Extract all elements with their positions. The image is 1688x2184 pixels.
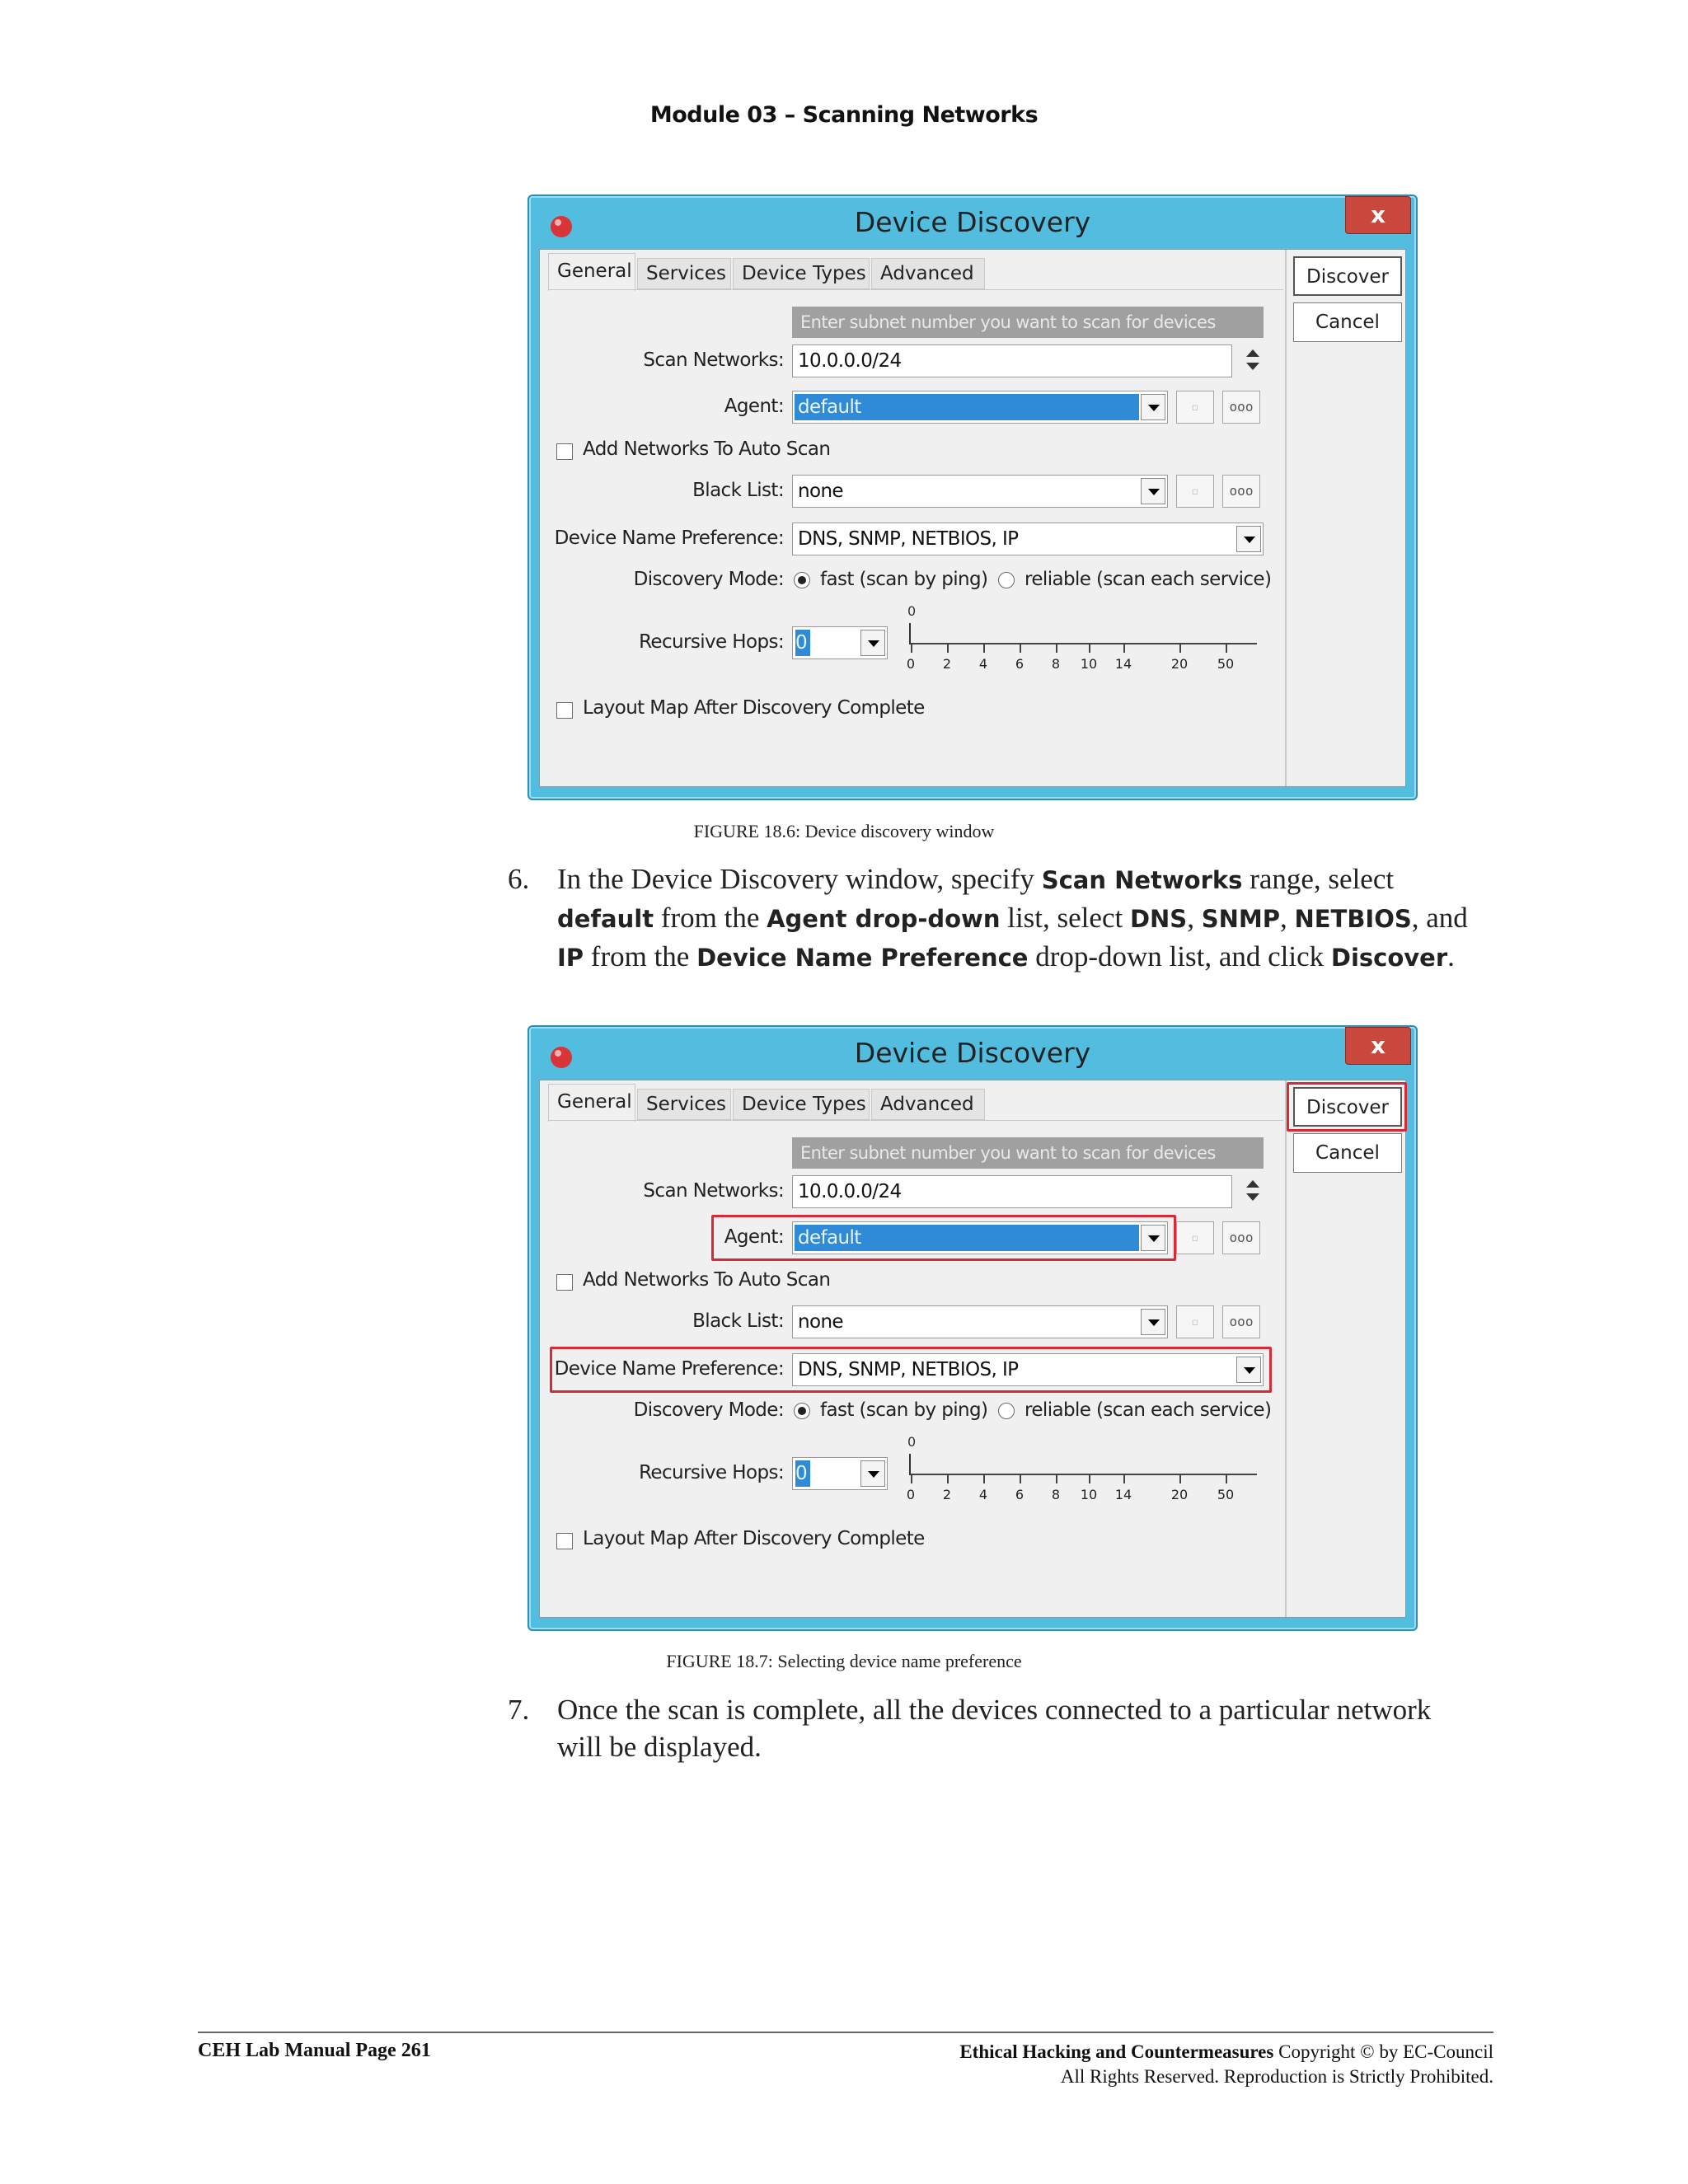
slider-tick bbox=[911, 1474, 912, 1483]
module-title: Module 03 – Scanning Networks bbox=[649, 102, 1039, 128]
slider-thumb[interactable] bbox=[909, 1454, 922, 1475]
close-button[interactable]: x bbox=[1345, 196, 1411, 234]
agent-browse-button[interactable]: ooo bbox=[1222, 1221, 1260, 1254]
agent-highlight-box bbox=[711, 1215, 1176, 1261]
dialog-body bbox=[539, 249, 1406, 787]
device-discovery-window bbox=[528, 1025, 1418, 1631]
device-name-preference-highlight-box bbox=[550, 1347, 1272, 1393]
agent-dropdown[interactable] bbox=[792, 391, 1168, 424]
black-list-dropdown[interactable] bbox=[792, 1305, 1168, 1338]
slider-current-value: 0 bbox=[907, 603, 917, 619]
slider-tick bbox=[1226, 1474, 1227, 1483]
slider-tick-label: 14 bbox=[1114, 1487, 1132, 1502]
figure-caption: FIGURE 18.7: Selecting device name preference bbox=[666, 1651, 1022, 1671]
scan-networks-input[interactable]: 10.0.0.0/24 bbox=[792, 1175, 1232, 1208]
scan-networks-label: Scan Networks: bbox=[643, 349, 784, 371]
slider-tick-label: 10 bbox=[1080, 656, 1098, 672]
chevron-down-icon[interactable] bbox=[1236, 526, 1261, 552]
discover-button[interactable]: Discover bbox=[1293, 256, 1402, 296]
slider-tick-label: 20 bbox=[1170, 1487, 1189, 1502]
tab-general[interactable]: General bbox=[548, 253, 635, 291]
agent-selected-value: default bbox=[795, 1225, 1139, 1251]
step-text: Once the scan is complete, all the devices connected to a particular network will be displayed. bbox=[557, 1694, 1432, 1763]
black-list-browse-button[interactable]: ooo bbox=[1222, 1305, 1260, 1338]
discover-button[interactable]: Discover bbox=[1293, 1087, 1402, 1127]
tab-device-types[interactable]: Device Types bbox=[733, 258, 870, 289]
slider-tick bbox=[1056, 643, 1057, 653]
device-name-preference-dropdown[interactable] bbox=[792, 523, 1264, 555]
black-list-value: none bbox=[798, 1311, 843, 1333]
recursive-hops-dropdown[interactable] bbox=[792, 626, 888, 659]
black-list-edit-button[interactable]: ▫ bbox=[1176, 475, 1214, 508]
fast-radio[interactable] bbox=[794, 572, 810, 588]
agent-selected-value: default bbox=[795, 394, 1139, 420]
chevron-down-icon[interactable] bbox=[1141, 478, 1165, 504]
title-bar bbox=[529, 196, 1416, 249]
agent-label: Agent: bbox=[724, 396, 784, 417]
slider-tick-label: 8 bbox=[1051, 1487, 1061, 1502]
slider-tick-label: 50 bbox=[1217, 656, 1235, 672]
slider-tick-label: 50 bbox=[1217, 1487, 1235, 1502]
recursive-hops-value: 0 bbox=[795, 1460, 810, 1487]
device-discovery-window bbox=[528, 194, 1418, 800]
slider-track bbox=[911, 1474, 1257, 1475]
cancel-button[interactable]: Cancel bbox=[1293, 302, 1402, 342]
scan-networks-spinner-icon[interactable] bbox=[1242, 1175, 1264, 1208]
slider-tick bbox=[947, 643, 949, 653]
device-name-preference-label: Device Name Preference: bbox=[554, 527, 784, 549]
footer-course-name: Ethical Hacking and Countermeasures bbox=[959, 2041, 1274, 2062]
window-title: Device Discovery bbox=[854, 1037, 1091, 1069]
tab-advanced[interactable]: Advanced bbox=[871, 1089, 985, 1120]
cancel-button[interactable]: Cancel bbox=[1293, 1133, 1402, 1173]
reliable-radio[interactable] bbox=[998, 1403, 1015, 1419]
agent-label: Agent: bbox=[724, 1226, 784, 1248]
black-list-label: Black List: bbox=[692, 480, 784, 501]
add-networks-label: Add Networks To Auto Scan bbox=[583, 1269, 831, 1291]
agent-edit-button[interactable]: ▫ bbox=[1176, 1221, 1214, 1254]
discover-highlight-box bbox=[1287, 1082, 1407, 1132]
slider-tick-label: 6 bbox=[1015, 1487, 1025, 1502]
scan-networks-input[interactable]: 10.0.0.0/24 bbox=[792, 344, 1232, 377]
device-name-preference-value: DNS, SNMP, NETBIOS, IP bbox=[798, 1359, 1019, 1380]
slider-tick bbox=[947, 1474, 949, 1483]
slider-current-value: 0 bbox=[907, 1434, 917, 1450]
slider-tick-label: 0 bbox=[906, 656, 916, 672]
slider-tick-label: 8 bbox=[1051, 656, 1061, 672]
scan-networks-spinner-icon[interactable] bbox=[1242, 344, 1264, 377]
slider-tick bbox=[1020, 1474, 1021, 1483]
fast-label: fast (scan by ping) bbox=[820, 1399, 988, 1421]
side-separator bbox=[1285, 250, 1287, 786]
layout-map-checkbox[interactable] bbox=[556, 702, 573, 719]
recursive-hops-value: 0 bbox=[795, 630, 810, 656]
black-list-browse-button[interactable]: ooo bbox=[1222, 475, 1260, 508]
slider-tick bbox=[1089, 643, 1090, 653]
recursive-hops-label: Recursive Hops: bbox=[639, 1462, 784, 1483]
device-name-preference-label: Device Name Preference: bbox=[554, 1358, 784, 1380]
footer-copyright bbox=[959, 2040, 1493, 2089]
slider-tick bbox=[1179, 643, 1181, 653]
layout-map-checkbox[interactable] bbox=[556, 1533, 573, 1549]
subnet-hint: Enter subnet number you want to scan for devices bbox=[792, 1137, 1264, 1169]
slider-tick bbox=[1056, 1474, 1057, 1483]
slider-tick bbox=[983, 1474, 985, 1483]
dialog-body bbox=[539, 1080, 1406, 1618]
slider-tick bbox=[1123, 643, 1125, 653]
device-name-preference-value: DNS, SNMP, NETBIOS, IP bbox=[798, 528, 1019, 550]
slider-tick-label: 2 bbox=[942, 656, 952, 672]
chevron-down-icon[interactable] bbox=[1141, 394, 1165, 420]
add-networks-checkbox[interactable] bbox=[556, 1274, 573, 1291]
slider-tick-label: 10 bbox=[1080, 1487, 1098, 1502]
discovery-mode-label: Discovery Mode: bbox=[633, 569, 784, 590]
black-list-value: none bbox=[798, 480, 843, 502]
agent-browse-button[interactable]: ooo bbox=[1222, 391, 1260, 424]
step-7 bbox=[508, 1691, 1480, 1774]
title-bar bbox=[529, 1027, 1416, 1080]
slider-tick-label: 4 bbox=[978, 1487, 988, 1502]
tab-advanced[interactable]: Advanced bbox=[871, 258, 985, 289]
black-list-label: Black List: bbox=[692, 1310, 784, 1332]
slider-tick bbox=[1179, 1474, 1181, 1483]
slider-tick-label: 4 bbox=[978, 656, 988, 672]
general-panel bbox=[548, 289, 1283, 786]
fast-radio[interactable] bbox=[794, 1403, 810, 1419]
slider-tick bbox=[983, 643, 985, 653]
general-panel bbox=[548, 1120, 1283, 1617]
footer-divider bbox=[198, 2032, 1493, 2033]
side-separator bbox=[1285, 1080, 1287, 1617]
slider-thumb[interactable] bbox=[909, 623, 922, 644]
slider-tick-label: 0 bbox=[906, 1487, 916, 1502]
slider-tick bbox=[1226, 643, 1227, 653]
reliable-label: reliable (scan each service) bbox=[1025, 569, 1272, 590]
layout-map-label: Layout Map After Discovery Complete bbox=[583, 1528, 925, 1549]
footer-copyright-line: Copyright © by EC-Council bbox=[1273, 2041, 1493, 2062]
tab-services[interactable]: Services bbox=[637, 258, 731, 289]
slider-tick-label: 2 bbox=[942, 1487, 952, 1502]
slider-tick bbox=[1020, 643, 1021, 653]
tab-device-types[interactable]: Device Types bbox=[733, 1089, 870, 1120]
recursive-hops-label: Recursive Hops: bbox=[639, 631, 784, 653]
step-6 bbox=[508, 860, 1480, 1017]
footer-page-label: CEH Lab Manual Page 261 bbox=[198, 2040, 431, 2061]
close-button[interactable]: x bbox=[1345, 1027, 1411, 1065]
window-title: Device Discovery bbox=[854, 206, 1091, 238]
slider-tick-label: 20 bbox=[1170, 656, 1189, 672]
add-networks-label: Add Networks To Auto Scan bbox=[583, 438, 831, 460]
black-list-dropdown[interactable] bbox=[792, 475, 1168, 508]
step-number: 6. bbox=[508, 863, 530, 895]
slider-tick bbox=[1123, 1474, 1125, 1483]
discovery-mode-label: Discovery Mode: bbox=[633, 1399, 784, 1421]
scan-networks-label: Scan Networks: bbox=[643, 1180, 784, 1202]
recursive-hops-dropdown[interactable] bbox=[792, 1457, 888, 1490]
slider-tick-label: 6 bbox=[1015, 656, 1025, 672]
recursive-hops-slider[interactable] bbox=[906, 1434, 1257, 1513]
footer-rights-line: All Rights Reserved. Reproduction is Strictly Prohibited. bbox=[1060, 2066, 1493, 2087]
step-text: In the Device Discovery window, specify Scan Networks range, select default from the Agent drop-down list, select DNS, SNMP, NETBIOS, and IP from the Device Name Preference drop-down list, and click Discover. bbox=[557, 863, 1468, 972]
subnet-hint: Enter subnet number you want to scan for devices bbox=[792, 307, 1264, 338]
add-networks-checkbox[interactable] bbox=[556, 443, 573, 460]
tab-general[interactable]: General bbox=[548, 1084, 635, 1122]
black-list-edit-button[interactable]: ▫ bbox=[1176, 1305, 1214, 1338]
figure-caption: FIGURE 18.6: Device discovery window bbox=[693, 821, 995, 841]
agent-edit-button[interactable]: ▫ bbox=[1176, 391, 1214, 424]
reliable-label: reliable (scan each service) bbox=[1025, 1399, 1272, 1421]
slider-tick bbox=[911, 643, 912, 653]
step-number: 7. bbox=[508, 1694, 530, 1726]
layout-map-label: Layout Map After Discovery Complete bbox=[583, 697, 925, 719]
chevron-down-icon[interactable] bbox=[860, 630, 885, 656]
chevron-down-icon[interactable] bbox=[1141, 1309, 1165, 1335]
slider-tick-label: 14 bbox=[1114, 656, 1132, 672]
fast-label: fast (scan by ping) bbox=[820, 569, 988, 590]
tab-services[interactable]: Services bbox=[637, 1089, 731, 1120]
recursive-hops-slider[interactable] bbox=[906, 603, 1257, 682]
slider-track bbox=[911, 643, 1257, 644]
chevron-down-icon[interactable] bbox=[860, 1460, 885, 1487]
reliable-radio[interactable] bbox=[998, 572, 1015, 588]
slider-tick bbox=[1089, 1474, 1090, 1483]
